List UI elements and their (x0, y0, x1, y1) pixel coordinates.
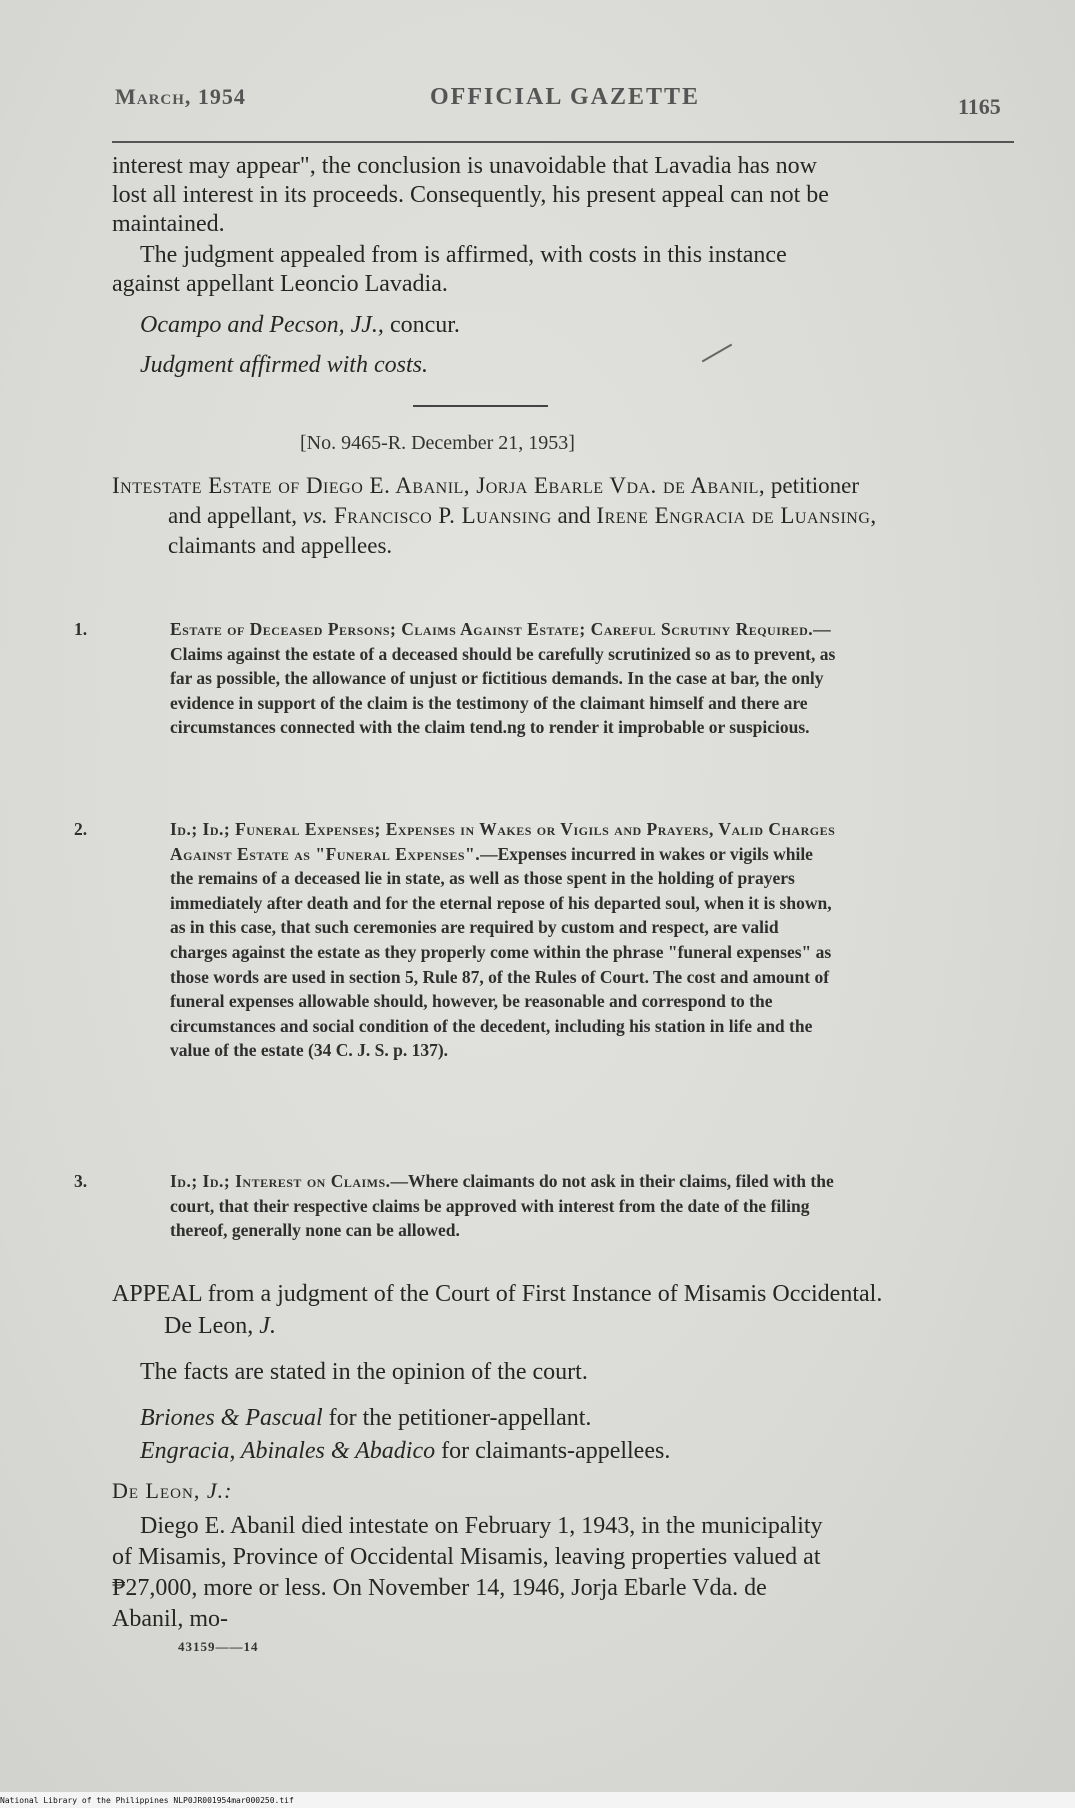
author-title: J.: (200, 1478, 233, 1503)
petitioner-name: Intestate Estate of Diego E. Abanil, Jorja Ebarle Vda. de Abanil, (112, 473, 766, 498)
opinion-author (112, 1478, 232, 1504)
case-title (112, 471, 893, 561)
opinion-body (112, 1511, 837, 1635)
appeal-lead: APPEAL (112, 1281, 202, 1307)
counsel-list (140, 1402, 670, 1468)
syllabus-item (74, 1169, 837, 1243)
section-divider (413, 405, 548, 407)
versus: vs. (302, 503, 328, 528)
counsel-entry (140, 1435, 670, 1468)
syllabus-heading: Id.; Id.; Funeral Expenses; Expenses in Wakes or Vigils and Prayers, Valid Charges Against Estate as "Funeral Expenses". (170, 819, 836, 864)
syllabus-heading: Estate of Deceased Persons; Claims Against Estate; Careful Scrutiny Required. (170, 619, 814, 639)
counsel-entry (140, 1402, 670, 1435)
syllabus-number: 2. (74, 819, 88, 839)
counsel-names: Briones & Pascual (140, 1405, 323, 1431)
header-date: March, 1954 (115, 84, 246, 109)
claimant-1-name: Francisco P. Luansing (327, 503, 552, 528)
claimant-2-name: Irene Engracia de Luansing, (596, 503, 877, 528)
appeal-judge-suffix: J. (259, 1313, 276, 1339)
concurrence-line (112, 311, 837, 340)
appeal-statement (112, 1278, 889, 1342)
header-rule (112, 141, 1014, 143)
header-publication: OFFICIAL GAZETTE (430, 84, 701, 110)
claimants-role: claimants and appellees. (168, 533, 393, 558)
syllabus-text: —Claims against the estate of a deceased should be carefully scrutinized so as to prevent, as far as possible, the allowance of unjust or fictitious demands. In the case at bar, the only evidence in support of the claim is the testimony of the claimant himself and there are circumstances connected with the claim tend.ng to render it improbable or suspicious. (170, 619, 836, 738)
scan-source-note: National Library of the Philippines NLP0JR001954mar000250.tif (0, 1796, 294, 1805)
concurring-justices: Ocampo and Pecson, JJ., (140, 312, 384, 338)
author-name: De Leon, (112, 1478, 201, 1503)
syllabus-number: 3. (74, 1171, 88, 1191)
counsel-role: for the petitioner-appellant. (322, 1405, 592, 1431)
syllabus-text: —Expenses incurred in wakes or vigils while the remains of a deceased lie in state, as well as those spent in the holding of prayers immediately after death and for the eternal repose of his departed soul, when it is shown, as in this case, that such ceremonies are required by custom and respect, are valid charges against the estate as they properly come within the phrase "funeral expenses" as those words are used in section 5, Rule 87, of the Rules of Court. The cost and amount of funeral expenses allowable should, however, be reasonable and correspond to the circumstances and social condition of the decedent, including his station in life and the value of the estate (34 C. J. S. p. 137). (170, 843, 832, 1061)
counsel-names: Engracia, Abinales & Abadico (140, 1438, 436, 1464)
case-number: [No. 9465-R. December 21, 1953] (300, 432, 575, 454)
title-and: and (551, 503, 597, 528)
running-header (115, 84, 1015, 119)
petitioner-role: petitioner and appellant, (168, 473, 859, 528)
concur-text: concur. (383, 312, 460, 338)
facts-line: The facts are stated in the opinion of the court. (140, 1359, 588, 1385)
printer-code: 43159——14 (178, 1639, 259, 1654)
appeal-text: from a judgment of the Court of First Instance of Misamis Occidental. De Leon, (164, 1281, 883, 1339)
opening-paragraph: interest may appear", the conclusion is unavoidable that Lavadia has now lost all interest in its proceeds. Consequently, his present appeal can not be maintained. (112, 153, 829, 237)
opinion-paragraph: Diego E. Abanil died intestate on February 1, 1943, in the municipality of Misamis, Province of Occidental Misamis, leaving properties valued at ₱27,000, more or less. On November 14, 1946, Jorja Ebarle Vda. de Abanil, mo- (112, 1513, 823, 1632)
counsel-role: for claimants-appellees. (435, 1438, 671, 1464)
page-number: 1165 (958, 94, 1001, 119)
disposition-line: Judgment affirmed with costs. (140, 352, 428, 378)
syllabus-number: 1. (74, 619, 88, 639)
syllabus-heading: Id.; Id.; Interest on Claims. (170, 1171, 391, 1191)
syllabus-text: —Where claimants do not ask in their claims, filed with the court, that their respective claims be approved with interest from the date of the filing thereof, generally none can be allowed. (170, 1171, 834, 1241)
affirmance-paragraph: The judgment appealed from is affirmed, with costs in this instance against appellant Leoncio Lavadia. (112, 242, 787, 297)
syllabus-item (74, 617, 837, 740)
syllabus-item (74, 817, 837, 1063)
